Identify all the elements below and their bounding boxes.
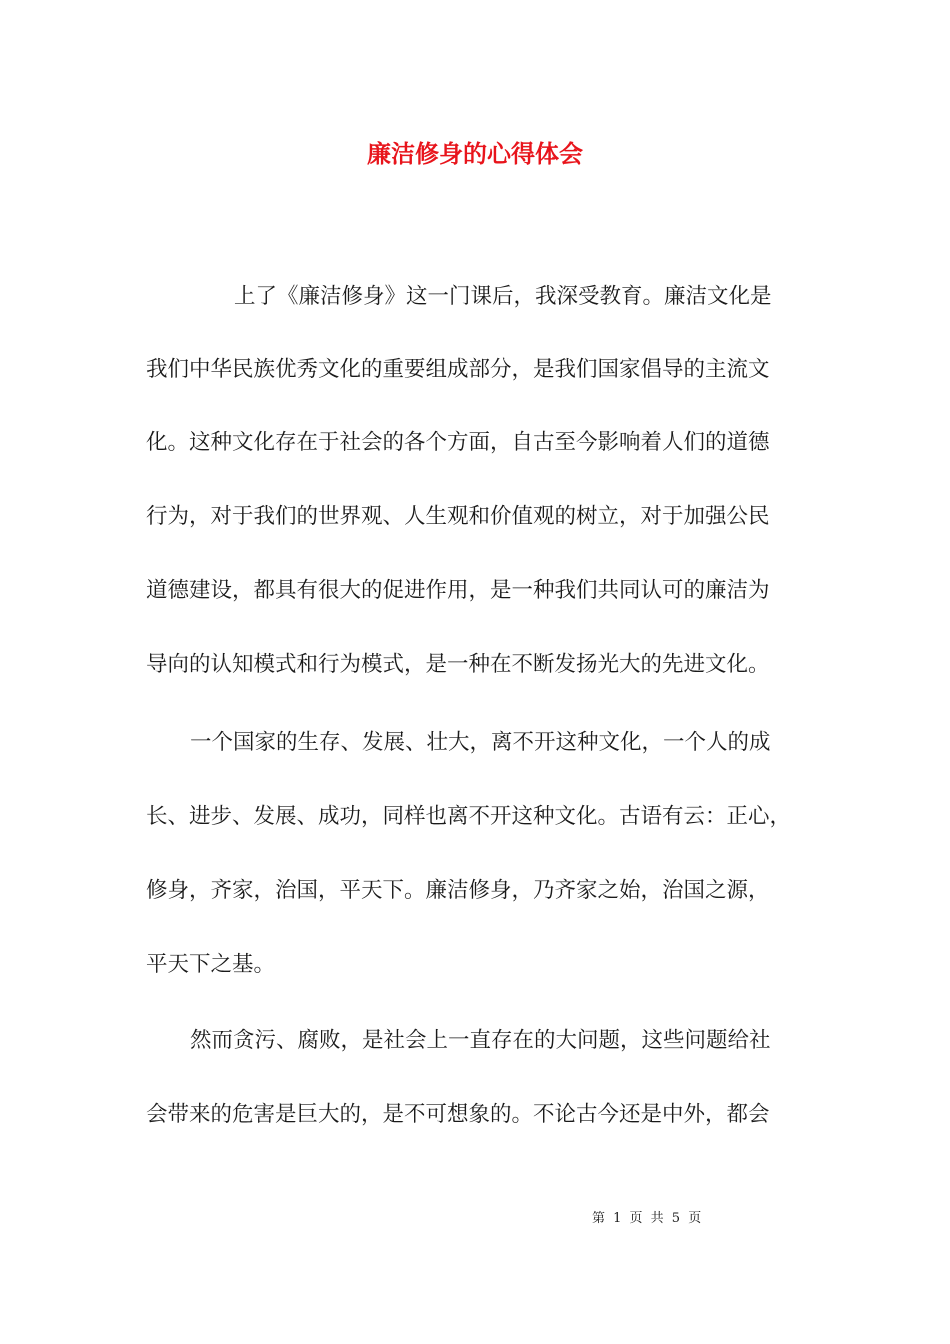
body-line: 一个国家的生存、发展、壮大，离不开这种文化，一个人的成 — [190, 730, 771, 755]
body-line: 长、进步、发展、成功，同样也离不开这种文化。古语有云：正心， — [146, 804, 792, 829]
body-line: 导向的认知模式和行为模式，是一种在不断发扬光大的先进文化。 — [146, 652, 770, 677]
body-line: 道德建设，都具有很大的促进作用，是一种我们共同认可的廉洁为 — [146, 578, 770, 603]
body-line: 我们中华民族优秀文化的重要组成部分，是我们国家倡导的主流文 — [146, 357, 770, 382]
body-line: 会带来的危害是巨大的，是不可想象的。不论古今还是中外，都会 — [146, 1102, 770, 1127]
body-line: 化。这种文化存在于社会的各个方面，自古至今影响着人们的道德 — [146, 430, 770, 455]
page-title: 廉洁修身的心得体会 — [367, 139, 583, 168]
body-line: 平天下之基。 — [146, 952, 276, 977]
body-line: 上了《廉洁修身》这一门课后，我深受教育。廉洁文化是 — [234, 284, 772, 309]
page-number-footer: 第 1 页 共 5 页 — [592, 1211, 704, 1226]
body-line: 修身，齐家，治国，平天下。廉洁修身，乃齐家之始，治国之源， — [146, 878, 770, 903]
body-line: 然而贪污、腐败，是社会上一直存在的大问题，这些问题给社 — [190, 1028, 771, 1053]
body-line: 行为，对于我们的世界观、人生观和价值观的树立，对于加强公民 — [146, 504, 770, 529]
